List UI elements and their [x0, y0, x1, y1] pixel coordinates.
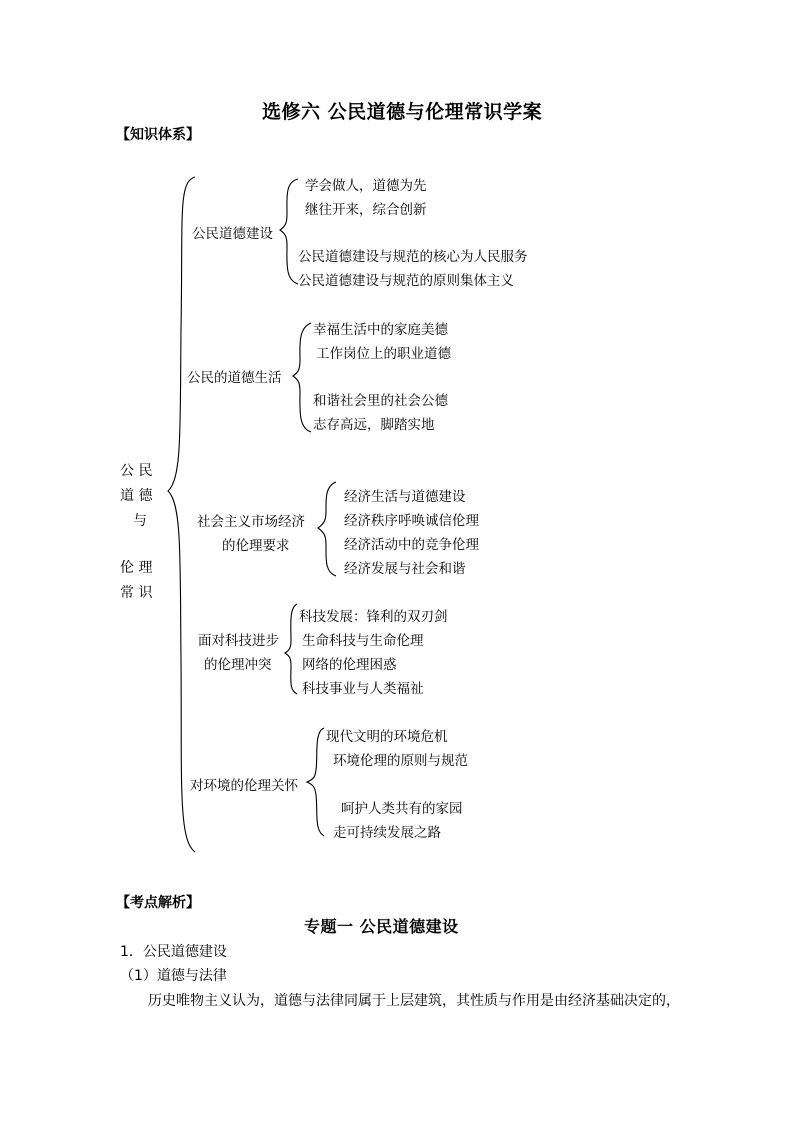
- brace-branch-5: [307, 728, 324, 836]
- branch-4-item-3: 网络的伦理困惑: [302, 657, 397, 673]
- branch-1-item-4: 公民道德建设与规范的原则集体主义: [298, 273, 514, 289]
- body-paragraph: 历史唯物主义认为，道德与法律同属于上层建筑，其性质与作用是由经济基础决定的，: [148, 993, 680, 1009]
- branch-3-item-4: 经济发展与社会和谐: [344, 561, 466, 577]
- point-1-1-heading: （1）道德与法律: [120, 968, 227, 984]
- root-label-line-3: 与: [133, 513, 147, 529]
- branch-5-item-2: 环境伦理的原则与规范: [333, 753, 468, 769]
- branch-5-item-4: 走可持续发展之路: [333, 825, 441, 841]
- branch-1-item-1: 学会做人，道德为先: [305, 178, 427, 194]
- section-heading-analysis: 【考点解析】: [116, 895, 200, 911]
- root-label-line-5: 常 识: [120, 585, 153, 601]
- branch-4-item-1: 科技发展：锋利的双刃剑: [299, 609, 448, 625]
- branch-2-item-1: 幸福生活中的家庭美德: [313, 322, 448, 338]
- branch-label-1: 公民道德建设: [192, 226, 273, 242]
- branch-2-item-4: 志存高远，脚踏实地: [313, 417, 435, 433]
- brace-branch-4: [285, 604, 297, 694]
- branch-1-item-3: 公民道德建设与规范的核心为人民服务: [298, 249, 528, 265]
- branch-label-3-line-1: 社会主义市场经济: [197, 514, 305, 530]
- brace-branch-3: [318, 482, 336, 576]
- root-label-line-4: 伦 理: [120, 560, 153, 576]
- branch-label-4-line-1: 面对科技进步: [198, 633, 279, 649]
- branch-5-item-1: 现代文明的环境危机: [326, 729, 448, 745]
- branch-5-item-3: 呵护人类共有的家园: [341, 801, 463, 817]
- branch-3-item-1: 经济生活与道德建设: [344, 489, 466, 505]
- page-title: 选修六 公民道德与伦理常识学案: [262, 101, 543, 123]
- branch-3-item-3: 经济活动中的竞争伦理: [344, 537, 479, 553]
- point-1-heading: 1．公民道德建设: [120, 944, 227, 960]
- section-heading-knowledge: 【知识体系】: [116, 127, 200, 143]
- branch-2-item-3: 和谐社会里的社会公德: [313, 393, 448, 409]
- branch-3-item-2: 经济秩序呼唤诚信伦理: [344, 513, 479, 529]
- branch-4-item-2: 生命科技与生命伦理: [302, 633, 424, 649]
- brace-branch-1: [280, 179, 298, 284]
- branch-4-item-4: 科技事业与人类福祉: [302, 681, 424, 697]
- branch-label-5: 对环境的伦理关怀: [190, 778, 298, 794]
- root-brace: [168, 177, 195, 852]
- branch-1-item-2: 继往开来，综合创新: [305, 202, 427, 218]
- branch-2-item-2: 工作岗位上的职业道德: [316, 346, 451, 362]
- branch-label-2: 公民的道德生活: [187, 370, 282, 386]
- topic-title: 专题一 公民道德建设: [304, 917, 459, 936]
- branch-label-4-line-2: 的伦理冲突: [204, 657, 272, 673]
- root-label-line-2: 道 德: [120, 488, 153, 504]
- branch-label-3-line-2: 的伦理要求: [222, 538, 290, 554]
- brace-branch-2: [293, 323, 311, 432]
- root-label-line-1: 公 民: [120, 463, 153, 479]
